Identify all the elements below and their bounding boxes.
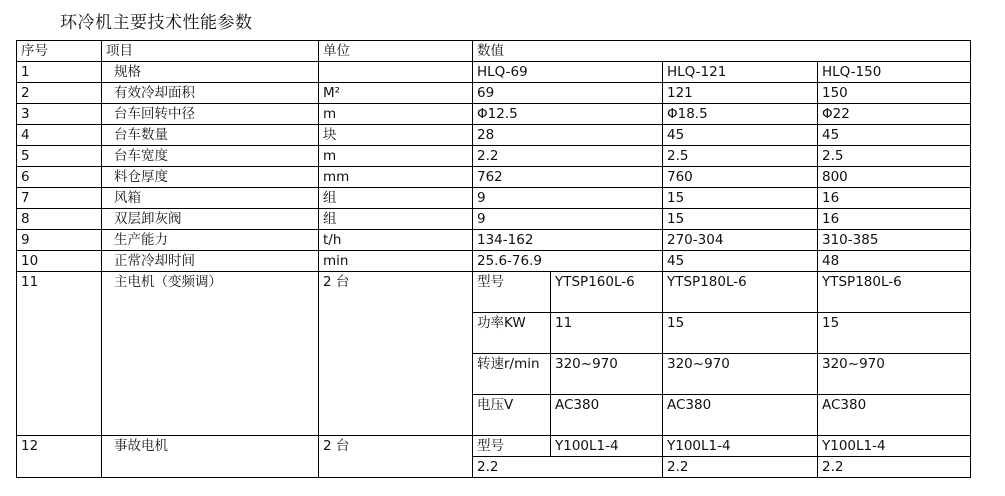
table-row xyxy=(17,104,971,125)
table-row xyxy=(17,125,971,146)
row-no: 5 xyxy=(17,146,102,167)
row-value-2: 45 xyxy=(663,125,818,146)
sub-value-1: 2.2 xyxy=(473,457,663,478)
row-value-1: 2.2 xyxy=(473,146,663,167)
row-unit: 2 台 xyxy=(319,436,473,478)
row-value-3: 310-385 xyxy=(818,230,971,251)
row-unit xyxy=(319,62,473,83)
row-item: 台车回转中径 xyxy=(102,104,319,125)
sub-value-2: YTSP180L-6 xyxy=(663,272,818,313)
sub-value-2: AC380 xyxy=(663,395,818,436)
row-value-3: 48 xyxy=(818,251,971,272)
header-no: 序号 xyxy=(17,41,102,62)
row-value-2: 15 xyxy=(663,188,818,209)
sub-value-2: 2.2 xyxy=(663,457,818,478)
sub-label: 电压V xyxy=(473,395,551,436)
table-row xyxy=(17,62,971,83)
row-unit: 2 台 xyxy=(319,272,473,436)
table-row xyxy=(17,146,971,167)
row-value-2: HLQ-121 xyxy=(663,62,818,83)
row-value-1: 9 xyxy=(473,188,663,209)
sub-value-1: YTSP160L-6 xyxy=(551,272,663,313)
row-value-3: 45 xyxy=(818,125,971,146)
row-value-1: 25.6-76.9 xyxy=(473,251,663,272)
row-unit: t/h xyxy=(319,230,473,251)
row-value-2: 15 xyxy=(663,209,818,230)
table-row xyxy=(17,209,971,230)
row-value-1: 762 xyxy=(473,167,663,188)
sub-label: 型号 xyxy=(473,436,551,457)
row-unit: 块 xyxy=(319,125,473,146)
header-unit: 单位 xyxy=(319,41,473,62)
sub-value-1: 320~970 xyxy=(551,354,663,395)
row-no: 9 xyxy=(17,230,102,251)
sub-value-2: Y100L1-4 xyxy=(663,436,818,457)
sub-value-1: AC380 xyxy=(551,395,663,436)
row-value-3: 16 xyxy=(818,188,971,209)
header-value: 数值 xyxy=(473,41,971,62)
document-title: 环冷机主要技术性能参数 xyxy=(60,13,253,33)
sub-label: 型号 xyxy=(473,272,551,313)
row-value-3: 800 xyxy=(818,167,971,188)
row-no: 2 xyxy=(17,83,102,104)
emergency-row xyxy=(17,436,971,457)
row-no: 7 xyxy=(17,188,102,209)
table-row xyxy=(17,167,971,188)
row-unit: 组 xyxy=(319,209,473,230)
row-item: 生产能力 xyxy=(102,230,319,251)
sub-label: 转速r/min xyxy=(473,354,551,395)
row-value-2: 760 xyxy=(663,167,818,188)
row-unit: 组 xyxy=(319,188,473,209)
sub-value-3: 2.2 xyxy=(818,457,971,478)
row-item: 规格 xyxy=(102,62,319,83)
row-item: 台车数量 xyxy=(102,125,319,146)
row-no: 6 xyxy=(17,167,102,188)
sub-value-3: Y100L1-4 xyxy=(818,436,971,457)
row-value-1: 9 xyxy=(473,209,663,230)
row-unit: M² xyxy=(319,83,473,104)
sub-value-1: 11 xyxy=(551,313,663,354)
sub-value-3: YTSP180L-6 xyxy=(818,272,971,313)
table-row xyxy=(17,251,971,272)
row-value-3: 16 xyxy=(818,209,971,230)
row-item: 主电机（变频调） xyxy=(102,272,319,436)
row-item: 台车宽度 xyxy=(102,146,319,167)
table-row xyxy=(17,83,971,104)
row-unit: mm xyxy=(319,167,473,188)
row-no: 3 xyxy=(17,104,102,125)
row-value-2: 2.5 xyxy=(663,146,818,167)
row-value-2: 45 xyxy=(663,251,818,272)
row-value-3: HLQ-150 xyxy=(818,62,971,83)
header-row xyxy=(17,41,971,62)
row-item: 正常冷却时间 xyxy=(102,251,319,272)
row-item: 有效冷却面积 xyxy=(102,83,319,104)
row-no: 4 xyxy=(17,125,102,146)
row-item: 风箱 xyxy=(102,188,319,209)
table-row xyxy=(17,230,971,251)
row-value-2: 270-304 xyxy=(663,230,818,251)
sub-value-1: Y100L1-4 xyxy=(551,436,663,457)
row-value-3: Φ22 xyxy=(818,104,971,125)
row-no: 11 xyxy=(17,272,102,436)
row-value-1: 134-162 xyxy=(473,230,663,251)
row-unit: m xyxy=(319,104,473,125)
motor-row xyxy=(17,272,971,313)
header-item: 项目 xyxy=(102,41,319,62)
sub-value-3: 320~970 xyxy=(818,354,971,395)
sub-value-2: 15 xyxy=(663,313,818,354)
row-no: 10 xyxy=(17,251,102,272)
table-row xyxy=(17,188,971,209)
sub-label: 功率KW xyxy=(473,313,551,354)
spec-table xyxy=(16,40,971,478)
row-unit: m xyxy=(319,146,473,167)
row-value-2: 121 xyxy=(663,83,818,104)
row-no: 8 xyxy=(17,209,102,230)
sub-value-2: 320~970 xyxy=(663,354,818,395)
sub-value-3: 15 xyxy=(818,313,971,354)
row-item: 双层卸灰阀 xyxy=(102,209,319,230)
row-value-3: 150 xyxy=(818,83,971,104)
row-value-2: Φ18.5 xyxy=(663,104,818,125)
row-value-1: HLQ-69 xyxy=(473,62,663,83)
row-item: 料仓厚度 xyxy=(102,167,319,188)
row-value-3: 2.5 xyxy=(818,146,971,167)
row-value-1: 69 xyxy=(473,83,663,104)
row-value-1: Φ12.5 xyxy=(473,104,663,125)
row-no: 12 xyxy=(17,436,102,478)
row-value-1: 28 xyxy=(473,125,663,146)
row-no: 1 xyxy=(17,62,102,83)
row-unit: min xyxy=(319,251,473,272)
row-item: 事故电机 xyxy=(102,436,319,478)
sub-value-3: AC380 xyxy=(818,395,971,436)
